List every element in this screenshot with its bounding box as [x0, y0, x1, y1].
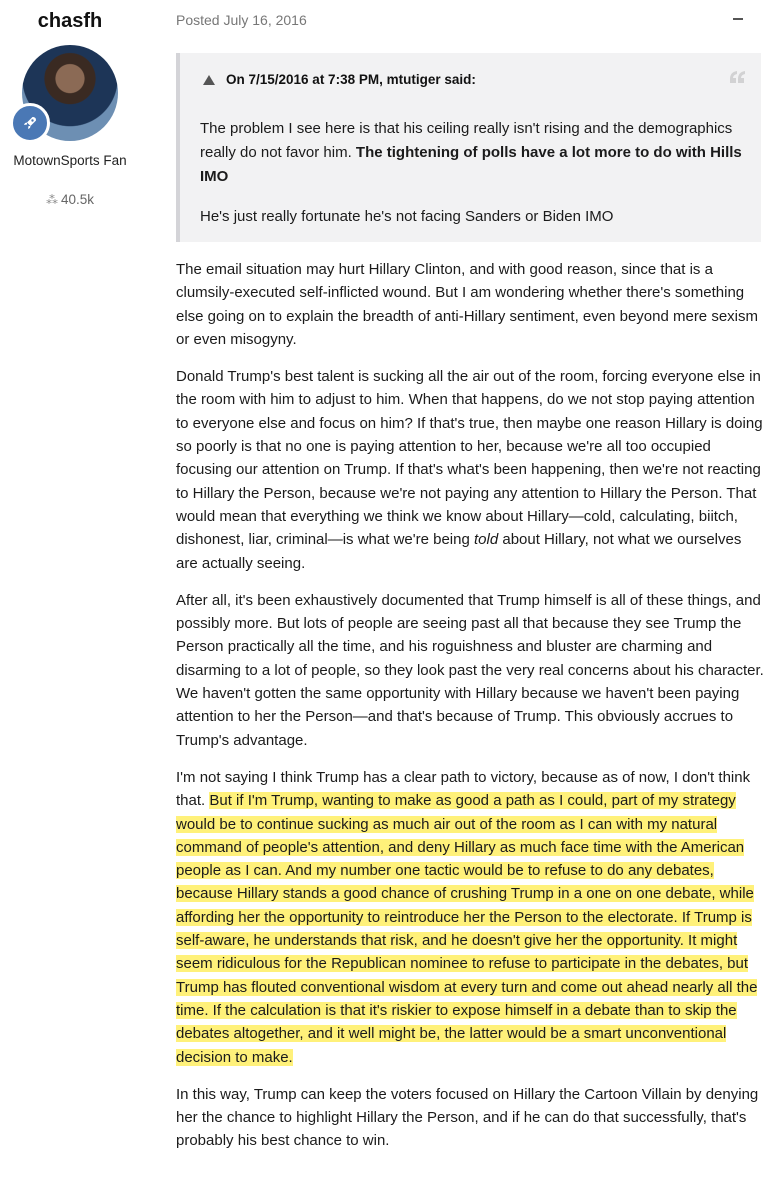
- paragraph: The email situation may hurt Hillary Clinton, and with good reason, since that is a clumsily-executed self-inflicted wound. But I am wondering whether there's something else going on to explain the breadth of anti-Hillary sentiment, even beyond mere sexism or even misogyny.: [176, 261, 758, 348]
- paragraph-text: I'm not saying I think Trump has a clear path to victory, because as of now, I don't think that.: [176, 768, 751, 810]
- reputation: [0, 192, 140, 207]
- quote-paragraph: He's just really fortunate he's not facing Sanders or Biden IMO: [200, 208, 614, 225]
- avatar-wrap: [22, 45, 118, 141]
- quote-header: [202, 72, 476, 87]
- author-panel: [0, 0, 140, 207]
- quote-bold-text: The tightening of polls have a lot more to do with Hills IMO: [200, 144, 742, 185]
- reputation-icon: ⁂: [45, 193, 58, 207]
- author-name[interactable]: chasfh: [37, 10, 103, 32]
- post-content: [176, 258, 766, 1167]
- rocket-icon: [10, 103, 50, 143]
- paragraph: After all, it's been exhaustively documented that Trump himself is all of these things, and possibly more. But lots of people are seeing past all that because they see Trump the Person practically all the time, and his roguishness and bluster are charming and disarming to a lot of people, so they look past the very real concerns about his character. We haven't gotten the same opportunity with Hillary because we haven't been paying attention to her the Person—and that's because of Trump. This obviously accrues to Trump's advantage.: [176, 591, 764, 749]
- triangle-up-icon[interactable]: [202, 74, 216, 86]
- paragraph: [176, 766, 766, 1069]
- quote-body: [200, 117, 745, 245]
- author-title: MotownSports Fan: [13, 153, 127, 168]
- paragraph-text: about Hillary, not what we ourselves are actually seeing.: [176, 531, 742, 572]
- highlighted-text: But if I'm Trump, wanting to make as good a path as I could, part of my strategy would be to continue sucking as much air out of the room as I can with my natural command of people's attention, and deny Hillary as much face time with the American people as I can. And my number one tactic would be to refuse to do any debates, because Hillary stands a good chance of crushing Trump in a one on one debate, while affording her the opportunity to reintroduce her the Person to the electorate. If Trump is self-aware, he understands that risk, and he doesn't give her the opportunity. It might seem ridiculous for the Republican nominee to refuse to participate in the debates, but Trump has flouted conventional wisdom at every turn and come out ahead nearly all the time. If the calculation is that it's riskier to expose himself in a debate than to skip the debates altogether, and it well might be, the latter would be a smart unconventional decision to make.: [176, 792, 758, 1066]
- quote-mark-icon: [727, 67, 747, 87]
- italic-text: told: [474, 531, 499, 549]
- paragraph-text: Donald Trump's best talent is sucking all the air out of the room, forcing everyone else in the room with him to adjust to him. When that happens, do we not stop paying attention to everyone else and focus on him? If that's true, then maybe one reason Hillary is doing so poorly is that no one is paying attention to her, because we're all too occupied focusing our attention on Trump. If that's what's been happening, then we're not reacting to Hillary the Person, because we're not paying any attention to Hillary the Person. That would mean that everything we think we know about Hillary—cold, calculating, biitch, dishonest, liar, criminal—is what we're being: [176, 368, 763, 549]
- paragraph: [176, 365, 766, 575]
- quote-paragraph: [200, 117, 745, 189]
- collapse-button[interactable]: [726, 6, 750, 30]
- paragraph: In this way, Trump can keep the voters focused on Hillary the Cartoon Villain by denying her the chance to highlight Hillary the Person, and if he can do that successfully, that's probably his best chance to win.: [176, 1085, 759, 1150]
- quote-text: The problem I see here is that his ceiling really isn't rising and the demographics really do not favor him.: [200, 120, 733, 161]
- reputation-value: 40.5k: [60, 192, 95, 207]
- post-date[interactable]: Posted July 16, 2016: [176, 12, 307, 28]
- quote-block: [176, 53, 761, 242]
- quote-citation[interactable]: On 7/15/2016 at 7:38 PM, mtutiger said:: [226, 72, 476, 87]
